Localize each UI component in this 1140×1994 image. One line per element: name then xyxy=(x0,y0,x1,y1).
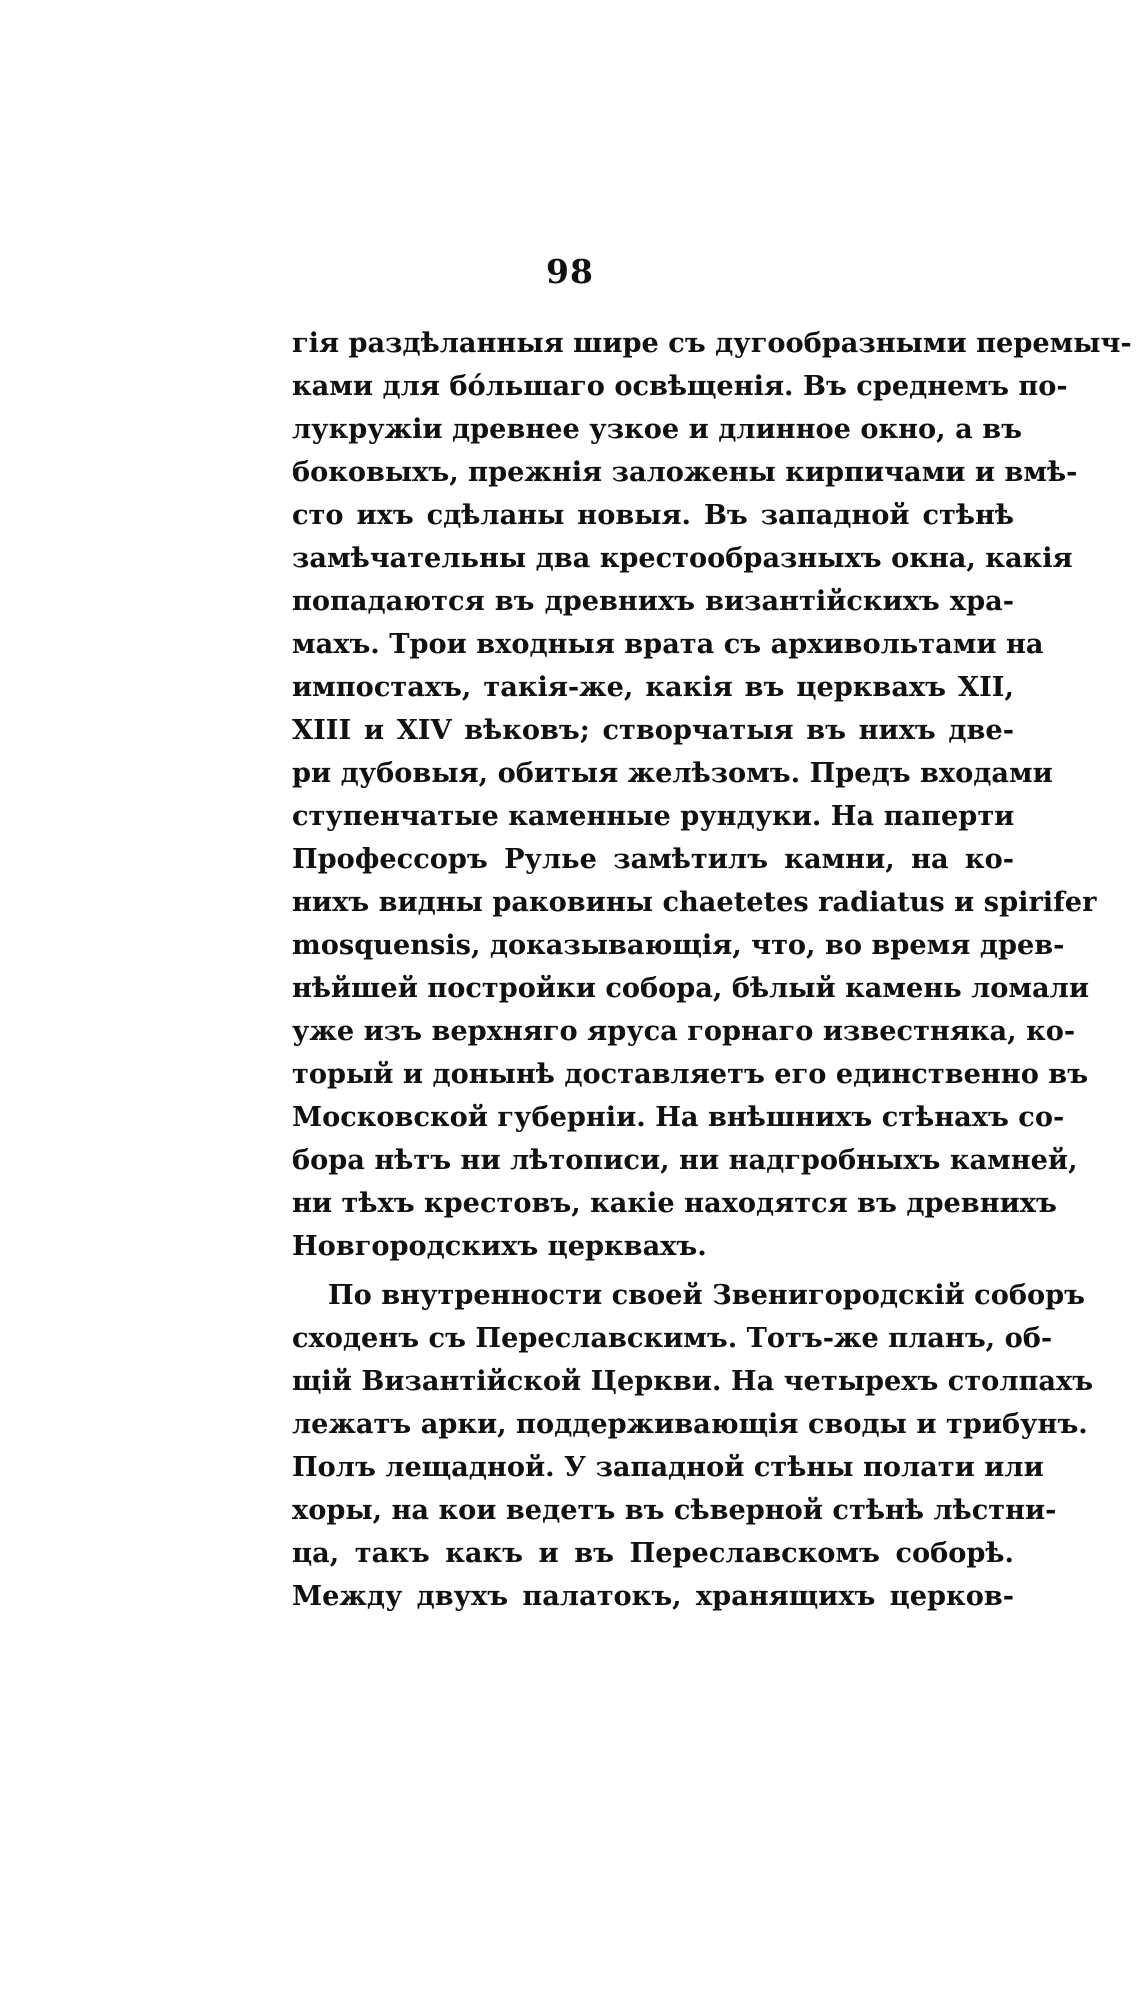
text-line: Новгородскихъ церквахъ. xyxy=(292,1230,707,1262)
text-line: Между двухъ палатокъ, хранящихъ церков- xyxy=(292,1580,1014,1612)
text-line: хоры, на кои ведетъ въ сѣверной стѣнѣ лѣстни- xyxy=(292,1494,1057,1526)
text-line: ками для бóльшаго освѣщенія. Въ среднемъ по- xyxy=(292,370,1068,402)
text-line: лукружіи древнее узкое и длинное окно, а въ xyxy=(292,413,1022,445)
text-line: сто ихъ сдѣланы новыя. Въ западной стѣнѣ xyxy=(292,499,1014,531)
text-line: сходенъ съ Переславскимъ. Тотъ-же планъ, об- xyxy=(292,1322,1053,1354)
text-line: импостахъ, такія-же, какія въ церквахъ XII, xyxy=(292,671,1014,703)
text-line: боковыхъ, прежнія заложены кирпичами и вмѣ- xyxy=(292,456,1078,488)
text-line: лежатъ арки, поддерживающія своды и трибунъ. xyxy=(292,1408,1088,1440)
text-line: ни тѣхъ крестовъ, какіе находятся въ древнихъ xyxy=(292,1187,1057,1219)
page-number: 98 xyxy=(546,252,594,291)
text-line: уже изъ верхняго яруса горнаго известняка, ко- xyxy=(292,1015,1076,1047)
text-line: mosquensis, доказывающія, что, во время древ- xyxy=(292,929,1065,961)
text-line: Профессоръ Рулье замѣтилъ камни, на ко- xyxy=(292,843,1014,875)
text-line: нѣйшей постройки собора, бѣлый камень ломали xyxy=(292,972,1089,1004)
text-line: нихъ видны раковины chaetetes radiatus и spirifer xyxy=(292,886,1097,918)
text-line: гія раздѣланныя шире съ дугообразными перемыч- xyxy=(292,327,1132,359)
text-line: щій Византійской Церкви. На четырехъ столпахъ xyxy=(292,1365,1094,1397)
text-line: ри дубовыя, обитыя желѣзомъ. Предъ входами xyxy=(292,757,1053,789)
body-text xyxy=(292,322,1132,1618)
text-line: XIII и XIV вѣковъ; створчатыя въ нихъ две- xyxy=(292,714,1014,746)
text-line: ца, такъ какъ и въ Переславскомъ соборѣ. xyxy=(292,1537,1014,1569)
text-line: попадаются въ древнихъ византійскихъ хра- xyxy=(292,585,1014,617)
text-line: По внутренности своей Звенигородскій соборъ xyxy=(328,1279,1085,1311)
paragraph xyxy=(292,322,1132,1268)
text-line: торый и донынѣ доставляетъ его единственно въ xyxy=(292,1058,1089,1090)
text-line: ступенчатые каменные рундуки. На паперти xyxy=(292,800,1015,832)
paragraph xyxy=(292,1274,1094,1618)
text-line: Московской губерніи. На внѣшнихъ стѣнахъ со- xyxy=(292,1101,1065,1133)
text-line: замѣчательны два крестообразныхъ окна, какія xyxy=(292,542,1073,574)
text-line: Полъ лещадной. У западной стѣны полати или xyxy=(292,1451,1044,1483)
text-line: бора нѣтъ ни лѣтописи, ни надгробныхъ камней, xyxy=(292,1144,1078,1176)
text-line: махъ. Трои входныя врата съ архивольтами на xyxy=(292,628,1044,660)
